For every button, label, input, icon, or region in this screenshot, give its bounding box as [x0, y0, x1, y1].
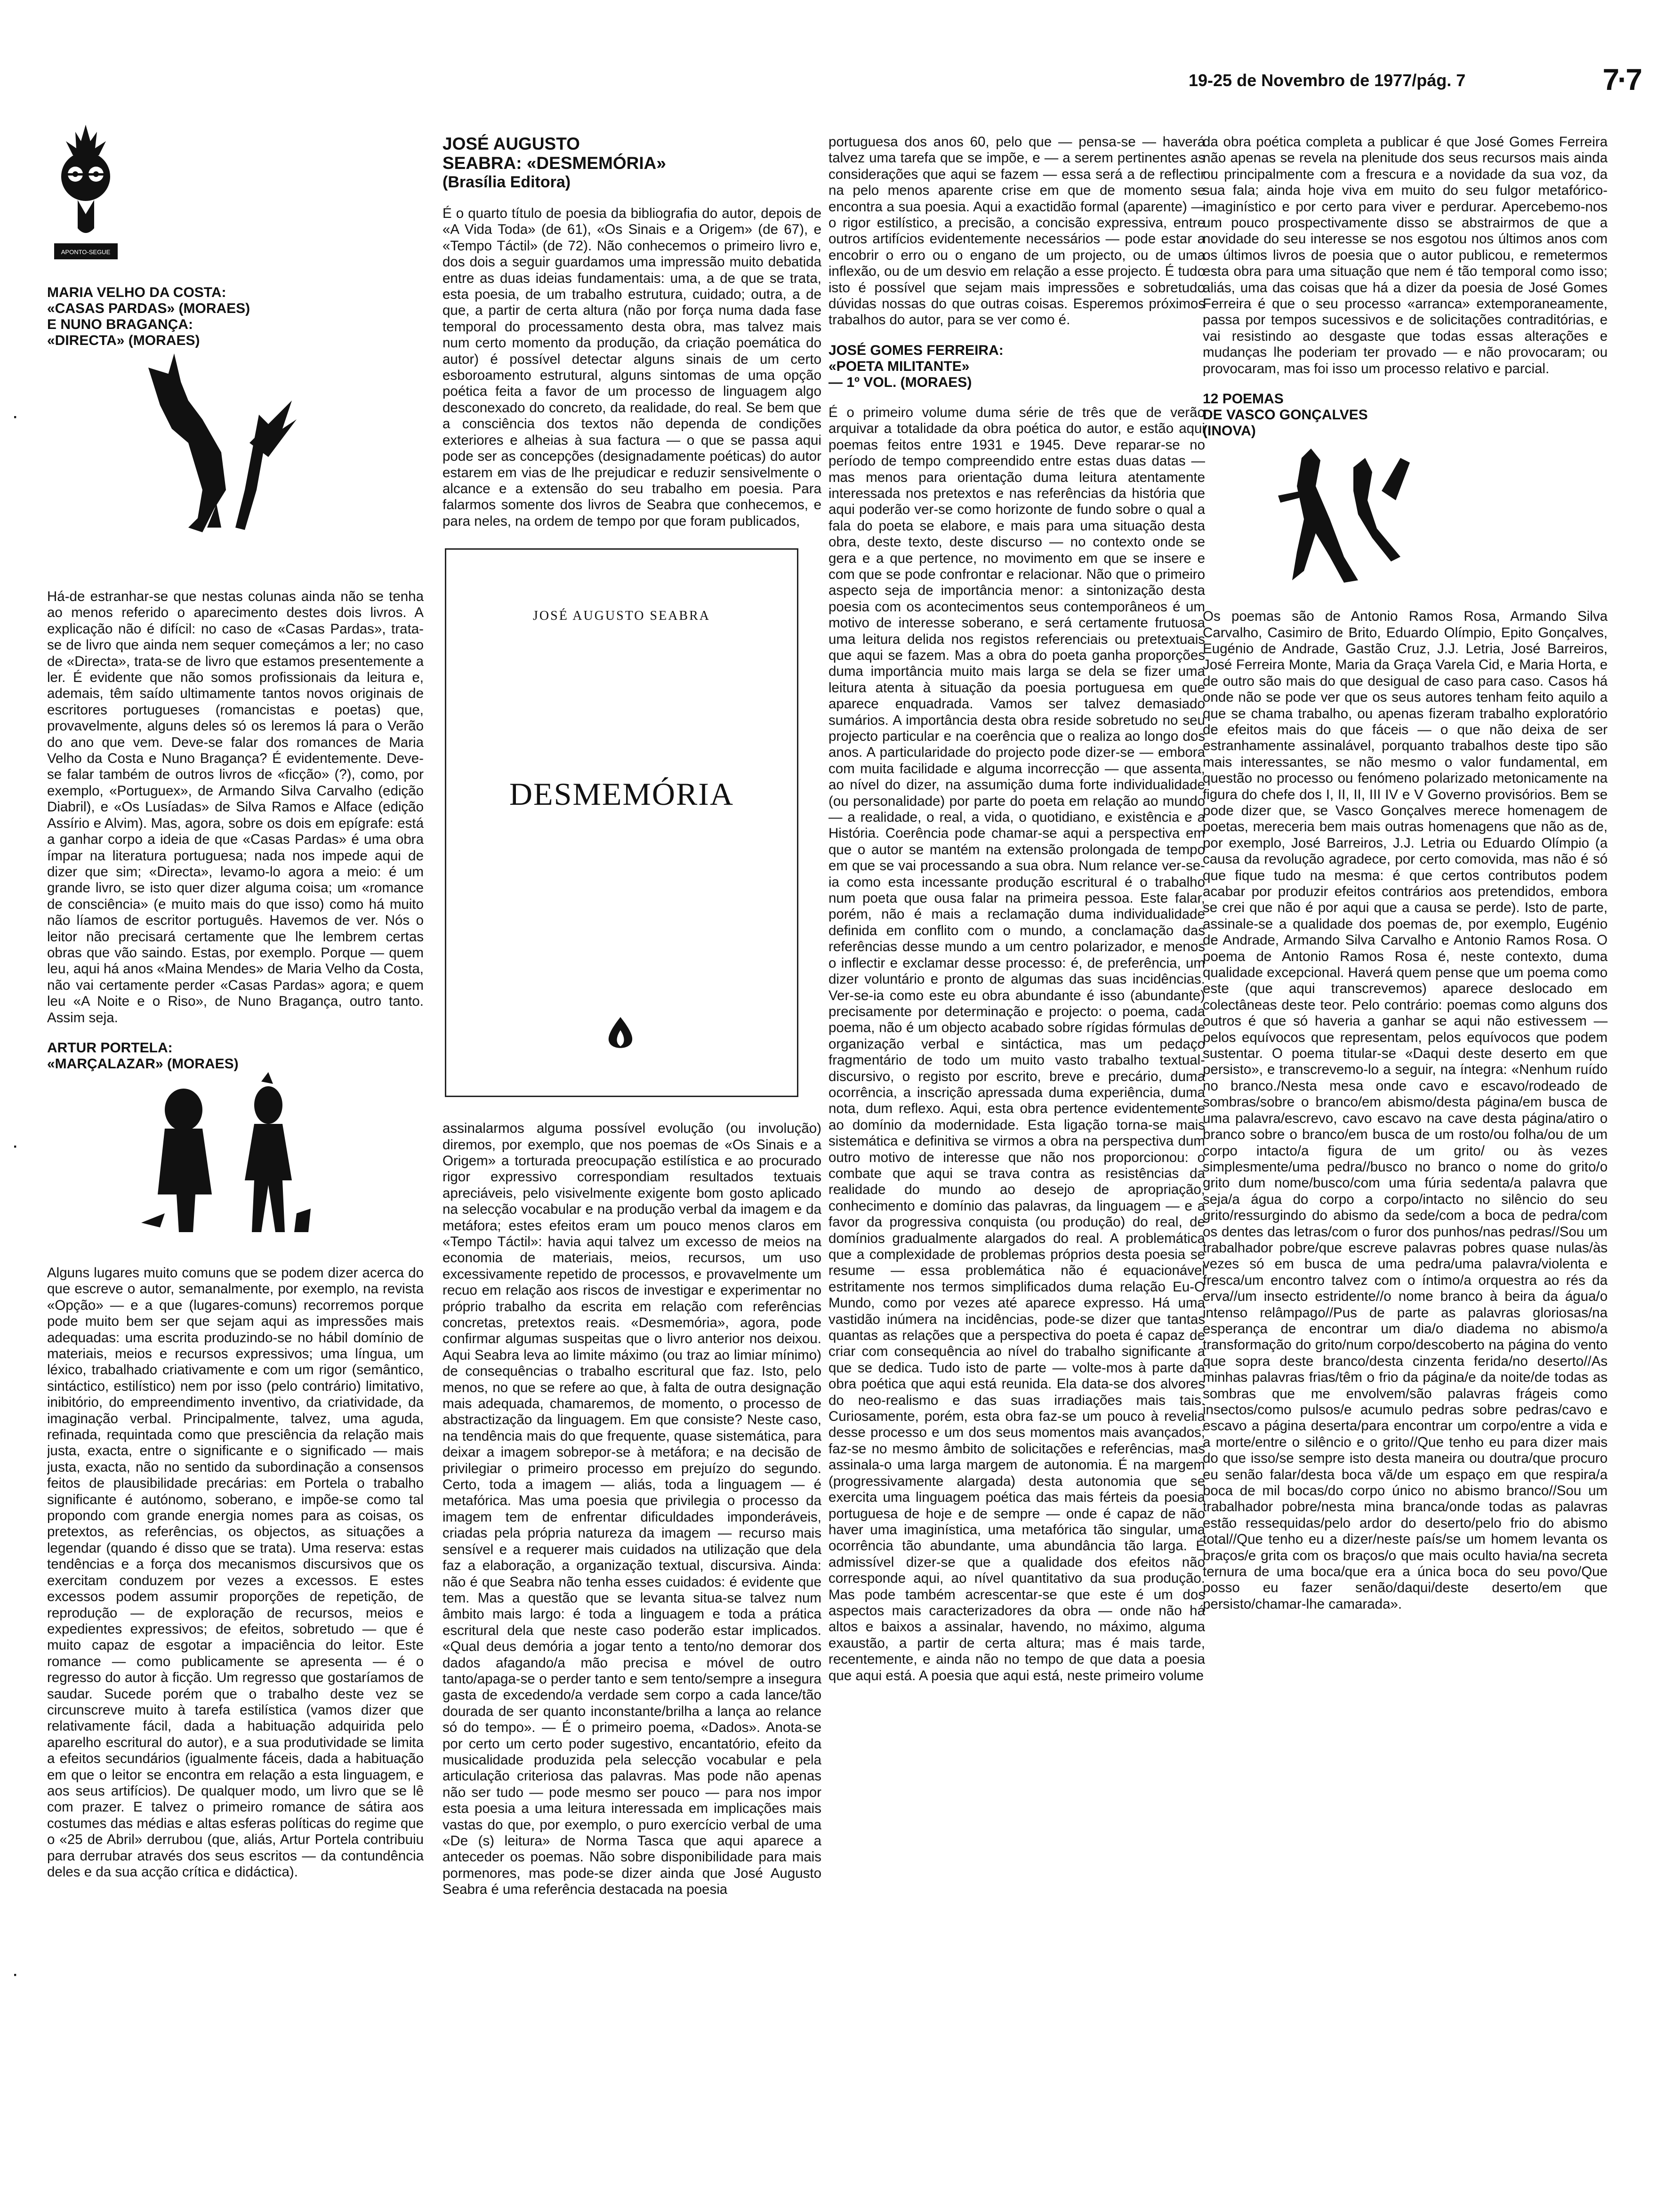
margin-mark: · — [13, 1139, 18, 1154]
book-cover-title: DESMEMÓRIA — [509, 776, 734, 812]
book-cover-desmemoria — [445, 548, 798, 1097]
heading-maria-velho-line2: «CASAS PARDAS» (MORAES) — [47, 301, 250, 316]
illustration-two-figures — [47, 1072, 424, 1251]
column-1 — [47, 120, 424, 2200]
publisher-flame-icon — [605, 1016, 635, 1051]
heading-seabra-publisher: (Brasília Editora) — [442, 173, 571, 191]
heading-gomes-ferreira-line2: «POETA MILITANTE» — [828, 358, 970, 374]
heading-vasco-goncalves-line1: 12 POEMAS — [1203, 391, 1284, 407]
illustration-dog-figure — [47, 349, 424, 575]
heading-seabra-line2: SEABRA: «DESMEMÓRIA» — [442, 153, 666, 173]
page-number-mark: 7·7 — [1602, 63, 1641, 96]
article-maria-velho-body: Há-de estranhar-se que nestas colunas ainda não se tenha ao menos referido o aparecimento destes dois livros. A explicação não é difícil: no caso de «Casas Pardas», trata-se de livro que ainda nem sequer começámos a ler; no caso de «Directa», trata-se de livro que estamos presentemente a ler. É evidente que não somos profissionais da leitura e, ademais, têm saído ultimamente tantos novos originais de escritores portugueses (romancistas e poetas) que, provavelmente, alguns deles só os leremos lá para o Verão do ano que vem. Deve-se falar dos romances de Maria Velho da Costa e Nuno Bragança? É evidentemente. Deve-se falar também de outros livros de «ficção» (?), como, por exemplo, «Portuguex», de Armando Silva Carvalho (edição Diabril), e «Os Lusíadas» de Silva Ramos e Alface (edição Assírio e Alvim). Mas, agora, sobre os dois em epígrafe: está a ganhar corpo a ideia de que «Casas Pardas» é uma obra ímpar na literatura portuguesa; nada nos impede aqui de dizer que sim; «Directa», levamo-lo agora a meio: é um grande livro, se isto quer dizer alguma coisa; um «romance de consciência» (e muito mais do que isso) como há muito não líamos de escritor português. Havemos de ver. Nós o leitor não precisará certamente que lhe lembrem certas obras que vão saindo. Estas, por exemplo. Porque — quem leu, aqui há anos «Maina Mendes» de Maria Velho da Costa, não vai certamente perder «Casas Pardas» agora; e quem leu «A Noite e o Riso», de Nuno Bragança, outro tanto. Assim seja. — [47, 589, 424, 1026]
article-gomes-ferreira-body-part2: da obra poética completa a publicar é que José Gomes Ferreira não apenas se revela na plenitude dos seus recursos mais ainda ou principalmente com a frescura e a novidade da sua voz, da sua fala; ainda hoje viva em muito do seu fulgor metafórico-imaginístico e por certo para viver e perdurar. Apercebemo-nos um pouco prospectivamente disso se abstrairmos de que a novidade do seu interesse se nos esgotou nos últimos anos com os últimos livros de poesia que o autor publicou, e remetermos esta obra para uma situação que nem é tão temporal como isso; aliás, uma das coisas que há a dizer da poesia de José Gomes Ferreira é que o seu processo «arranca» extemporaneamente, passa por tempos sucessivos e de solicitações contraditórias, e vai resistindo ao desgaste que todas essas alterações e mudanças lhe poderiam ter provado — e não provocaram; ou provocaram, mas foi isso um processo relativo e parcial. — [1203, 134, 1608, 377]
heading-maria-velho-line4: «DIRECTA» (MORAES) — [47, 333, 200, 348]
logo-caption: APONTO-SEGUE — [61, 248, 111, 256]
article-vasco-goncalves-body: Os poemas são de Antonio Ramos Rosa, Armando Silva Carvalho, Casimiro de Brito, Eduardo Olímpio, Epito Gonçalves, Eugénio de Andrade, Gastão Cruz, J.J. Letria, José Barreiros, José Ferreira Monte, Maria da Graça Varela Cid, e Maria Horta, e de outro são mais do que desigual de caso para caso. Casos há onde não se pode ver que os seus autores tenham feito aquilo a que se chama trabalho, ou apenas fizeram trabalho exploratório de efeitos mais do que fáceis — o que não deixa de ser estranhamente assinalável, porquanto trabalhos deste tipo são mais interessantes, se não mesmo o valor fundamental, em questão no processo ou fenómeno polarizado metonicamente na figura do chefe dos I, II, II, III IV e V Governo provisórios. Bem se pode dizer que, se Vasco Gonçalves merece homenagem de poetas, mereceria bem mais outras homenagens que não as de, por exemplo, José Barreiros, J.J. Letria ou Eduardo Olímpio (a causa da revolução agradece, por certo comovida, mas não é só que fique tudo na mesma: é que certos contributos podem acabar por produzir efeitos contrários aos pretendidos, embora se crei que não é por aqui que a causa se perde). Isto de parte, assinale-se a qualidade dos poemas de, por exemplo, Eugénio de Andrade, Armando Silva Carvalho e Antonio Ramos Rosa. O poema de Antonio Ramos Rosa é, neste contexto, duma qualidade excepcional. Haverá quem pense que um poema como este (que aqui transcrevemos) aparece deslocado em colectâneas deste teor. Pelo contrário: poemas como alguns dos outros é que só haveria a ganhar se aqui não estivessem — pelos equívocos que representam, pelos equívocos que podem sustentar. O poema titular-se «Daqui deste deserto em que persisto», e transcrevemo-lo a seguir, na íntegra: «Nenhum ruído no branco./Nesta mesa onde cavo e escavo/rodeado de sombras/sobre o branco/em abismo/desta página/em busca de uma palavra/escrevo, cavo escavo na cave desta página/atiro o branco sobre o branco/em busca de um rosto/ou folha/ou de um corpo intacto/a figura de um grito/ ou às vezes simplesmente/uma pedra//busco no branco o nome do grito/o grito dum nome/busco/com uma fúria sedenta/a palavra que seja/a água do corpo a corpo/intacto no silêncio do seu grito/ressurgindo do abismo da sede/com a boca de pedra/com os dentes das letras/com o furor dos punhos/nas pedras//Sou um trabalhador pobre/que escreve palavras pobres quase nulas/às vezes só em busca de uma pedra/uma palavra/violenta e fresca/um encontro talvez com o íntimo/a orquestra ao rés da erva//um insecto estridente//o nome branco à beira da água/o intenso relâmpago//Pus de parte as palavras gloriosas/na esperança de encontrar um dia/o diadema no abismo/a transformação do grito/num corpo/descoberto na página do vento que sopra deste branco/desta cinzenta ferida/no deserto//As minhas palavras frias/têm o frio da página/e da noite/de todas as sombras que me envolvem/são palavras frágeis como insectos/como pulsos/e acumulo pedras sobre pedras/cavo e escavo a página deserta/para encontrar um corpo/entre a vida e a morte/entre o silêncio e o grito//Que tenho eu para dizer mais do que isso/se sempre isto desta maneira ou doutra/que procuro eu senão falar/desta boca vã/de um espaço em que respira/a boca de mil bocas/do corpo único no abismo branco//Sou um trabalhador pobre/nesta mina branca/onde todas as palavras estão ressequidas/pelo ardor do deserto/pelo frio do abismo total//Que tenho eu a dizer/neste país/se um homem levanta os braços/e grita com os braços/o que mais oculto havia/na secreta ternura de uma boca/que era a única boca do seu povo/Que posso eu fazer senão/daqui/deste deserto/em que persisto/chamar-lhe camarada». — [1203, 609, 1608, 1612]
heading-seabra-line1: JOSÉ AUGUSTO — [442, 134, 580, 153]
margin-mark: · — [13, 1967, 18, 1983]
column-4 — [1203, 134, 1608, 2200]
heading-gomes-ferreira-line3: — 1º VOL. (MORAES) — [828, 374, 972, 390]
article-seabra-body-part1: É o quarto título de poesia da bibliografia do autor, depois de «A Vida Toda» (de 61), «Os Sinais e a Origem» (de 67), e «Tempo Táctil» (de 72). Não conhecemos o primeiro livro e, dos dois a seguir guardamos uma impressão muito debatida entre as duas ideias fundamentais: uma, a de que se trata, esta poesia, de um trabalho estrutura, cuidado; outra, a de que, a partir de certa altura (não por força numa dada fase temporal do processamento desta obra, mas talvez mais num certo momento da produção, da criação poemática do autor) é possível detectar alguns sinais de um certo esboroamento estrutural, alguns sintomas de uma opção poética feita a favor de um processo de linguagem algo desconexado do concreto, da realidade, do real. Se bem que a consciência dos textos não dependa de condições exteriores e alheias à sua factura — o que se passa aqui pode ser as concepções (designadamente poéticas) do autor estarem em vias de lhe prejudicar e reduzir sensivelmente o alcance e a extensão do seu trabalho em poesia. Para falarmos somente dos livros de Seabra que conhecemos, e para neles, na ordem de tempo por que foram publicados, — [442, 206, 821, 529]
heading-artur-portela-line2: «MARÇALAZAR» (MORAES) — [47, 1056, 239, 1072]
column-2 — [442, 134, 821, 2200]
margin-mark: · — [13, 409, 18, 425]
column-3 — [828, 134, 1205, 2200]
heading-vasco-goncalves-line2: DE VASCO GONÇALVES — [1203, 407, 1368, 423]
article-gomes-ferreira-body: É o primeiro volume duma série de três que de verão arquivar a totalidade da obra poética do autor, e estão aqui poemas feitos entre 1931 e 1945. Deve reparar-se no período de tempo compreendido entre estas duas datas — mas menos para orientação duma leitura atentamente interessada nos pretextos e nas referências da história que aqui poderão ver-se como horizonte de fundo sobre o qual a fala do poeta se elabore, e mais para uma situação desta obra, deste texto, deste discurso — no contexto onde se gera e a que pertence, no movimento em que se insere e com que se pode confrontar e relacionar. Não que o primeiro aspecto seja de importância menor: a sintonização desta poesia com os acontecimentos seus contemporâneos é um motivo de interesse soberano, e será certamente frutuosa uma leitura delida nos registos referenciais ou pretextuais que aqui se fazem. Mas a obra do poeta ganha proporções duma importância muito mais larga se dela se fizer uma leitura atenta à situação da poesia portuguesa em que aparece enquadrada. Vamos ser talvez demasiado sumários. A importância desta obra reside sobretudo no seu projecto particular e na coerência que o realiza ao longo dos anos. A particularidade do projecto pode dizer-se — embora com muita facilidade e alguma incorrecção — que assenta, ao nível do dizer, na assumição duma forte individualidade (ou personalidade) por parte do poeta em relação ao mundo — a realidade, o real, a vida, o quotidiano, e existência e a História. Coerência pode chamar-se aqui a perspectiva em que o autor se mantém na extensão prolongada de tempo em que se vai processando a sua obra. Num relance ver-se-ia como esta incessante produção escritural é o trabalho num poeta que ousa falar na primeira pessoa. Este falar, porém, não é mais a reclamação duma individualidade definida em conflito com o mundo, a conclamação das referências desse mundo a um centro polarizador, e menos o inflectir e exclamar desse processo: é, de preferência, um dizer voluntário e pronto de algumas das suas incidências. Ver-se-ia como este eu obra abundante é isso (abundante) precisamente por determinação e projecto: o poema, cada poema, não é um objecto acabado sobre rígidas fórmulas de organização verbal e sintáctica, mas um pedaço fragmentário de todo um muito vasto trabalho textual-discursivo, o registo por escrito, breve e precário, duma ocorrência, a inscrição apressada duma experiência, duma nota, dum reflexo. Aqui, esta obra pertence evidentemente ao domínio da modernidade. Esta ligação torna-se mais sistemática e definitiva se virmos a obra na perspectiva dum outro motivo de interesse que não nos proporcionou: o combate que aqui se trava contra as resistências da realidade do mundo ao desejo de apropriação, conhecimento e domínio das palavras, da linguagem — e a favor da progressiva conquista (ou produção) do real, de domínios gradualmente alargados do real. A problemática que a complexidade de problemas próprios desta poesia se resume — essa problemática não é equacionável estritamente nos termos simplificados duma relação Eu-O Mundo, como por vezes até aparece expresso. Há uma vastidão inúmera na incidências, pode-se dizer que tantas quantas as relações que a perspectiva do poeta é capaz de criar com consequência ao nível do trabalho significante a que se dedica. Tudo isto de parte — volte-mos à parte da obra poética que aqui está reunida. Ela data-se dos alvores do neo-realismo e das suas irradiações mais tais. Curiosamente, porém, esta obra faz-se um pouco à revelia desse processo e um dos seus momentos mais avançados; faz-se no mesmo âmbito de solicitações e referências, mas assinala-o uma larga margem de autonomia. É na margem (progressivamente alargada) desta autonomia que se exercita uma linguagem poética das mais férteis da poesia portuguesa de hoje e de sempre — onde é capaz de não haver uma imaginística, uma metafórica tão singular, uma ocorrência tão abundante, uma abundância tão larga. É admissível dizer-se que a qualidade dos efeitos não corresponde aqui, ao nível quantitativo da sua produção. Mas pode também acrescentar-se que este é um dos aspectos mais caracterizadores da obra — onde não há altos e baixos a assinalar, havendo, no máximo, alguma exaustão, a partir de certa altura; mas é mais tarde, recentemente, e ainda não no tempo de que data a poesia que aqui está. A poesia que aqui está, neste primeiro volume — [828, 404, 1205, 1683]
article-seabra-body-part3: portuguesa dos anos 60, pelo que — pensa-se — haverá talvez uma tarefa que se impõe, e — a serem pertinentes as considerações que aqui se fazem — essa será a de reflectir na pelo menos aparente crise em que de momento se encontra a sua poesia. Aqui a exactidão formal (aparente) — o rigor estilístico, a precisão, a concisão expressiva, entre outros artifícios evidentemente necessários — pode estar a encobrir o erro ou o engano de um projecto, ou de uma inflexão, ou de um desvio em relação a esse projecto. É tudo isto é possível que sejam mais impressões e sobretudo dúvidas nossas do que outras coisas. Esperemos próximos trabalhos do autor, para se ver como é. — [828, 134, 1205, 328]
heading-gomes-ferreira-line1: JOSÉ GOMES FERREIRA: — [828, 342, 1004, 358]
heading-artur-portela-line1: ARTUR PORTELA: — [47, 1040, 173, 1056]
date-and-page: 19-25 de Novembro de 1977/pág. 7 — [1189, 71, 1466, 90]
heading-maria-velho-line1: MARIA VELHO DA COSTA: — [47, 285, 226, 300]
aponto-segue-logo — [52, 120, 120, 266]
illustration-dancing-figures — [1203, 439, 1608, 594]
heading-vasco-goncalves-line3: (INOVA) — [1203, 423, 1256, 439]
page-header — [1189, 63, 1641, 99]
book-cover-author: JOSÉ AUGUSTO SEABRA — [533, 609, 710, 624]
article-artur-portela-body: Alguns lugares muito comuns que se podem dizer acerca do que escreve o autor, semanalmente, por exemplo, na revista «Opção» — e a que (lugares-comuns) recorremos porque pode muito bem ser que sejam aqui as impressões mais adequadas: uma escrita produzindo-se no hábil domínio de materiais, meios e recursos expressivos; uma língua, um léxico, trabalhado criativamente e com um rigor (semântico, sintáctico, estilístico) nem por isso (pelo contrário) limitativo, inibitório, do empreendimento inventivo, da criatividade, da imaginação verbal. Principalmente, talvez, uma aguda, refinada, requintada como que presciência da relação mais justa, exacta, entre o significante e o significado — mais justa, exacta, não no sentido da subordinação a consensos feitos de plausibilidade precárias: em Portela o trabalho significante é autónomo, soberano, e impõe-se como tal propondo com grande energia nomes para as coisas, os pretextos, as referências, os objectos, as situações a legendar (quando é disso que se trata). Uma reserva: estas tendências e a força dos mecanismos discursivos que os exercitam conduzem por vezes a excessos. E estes excessos podem assumir proporções de repetição, de reprodução — de exploração de recursos, meios e expedientes expressivos; de efeitos, sobretudo — que é muito capaz de esgotar a impaciência do leitor. Este romance — como publicamente se apresenta — é o regresso do autor à ficção. Um regresso que gostaríamos de saudar. Sucede porém que o trabalho deste vez se circunscreve muito à tarefa estilística (vamos dizer que relativamente fácil, dada a habituação adquirida pelo aparelho escritural do autor), e a sua produtividade se limita a efeitos secundários (igualmente fáceis, dada a habituação em que o leitor se encontra em relação a esta linguagem, e aos seus artifícios). De qualquer modo, um livro que se lê com prazer. E talvez o primeiro romance de sátira aos costumes das médias e altas esferas políticas do regime que o «25 de Abril» derrubou (que, aliás, Artur Portela contribuiu para derrubar através dos seus escritos — da contundência deles e da sua acção crítica e didáctica). — [47, 1265, 424, 1880]
article-seabra-body-part2: assinalarmos alguma possível evolução (ou involução) diremos, por exemplo, que nos poemas de «Os Sinais e a Origem» a torturada preocupação estilística e ao procurado rigor expressivo correspondiam resultados textuais apreciáveis, pelo visivelmente exigente bom gosto aplicado na selecção vocabular e na produção verbal da imagem e da metáfora; estes efeitos eram um pouco menos claros em «Tempo Táctil»: havia aqui talvez um excesso de meios na economia de materiais, meios, recursos, um uso excessivamente repetido de processos, e provavelmente um recuo em relação aos riscos de investigar e experimentar no próprio trabalho da escrita em relação com referências concretas, pretextos reais. «Desmemória», agora, pode confirmar algumas suspeitas que o livro anterior nos deixou. Aqui Seabra leva ao limite máximo (ou traz ao limiar mínimo) de consequências o trabalho escritural que faz. Isto, pelo menos, no que se refere ao que, à falta de outra designação mais adequada, chamaremos, de momento, o processo de abstractização da linguagem. Em que consiste? Neste caso, na tendência mais do que frequente, quase sistemática, para deixar a imagem sobrepor-se à metáfora; e na decisão de privilegiar o primeiro processo em prejuízo do segundo. Certo, toda a imagem — aliás, toda a linguagem — é metafórica. Mas uma poesia que privilegia o processo da imagem tem de enfrentar dificuldades imponderáveis, criadas pela própria natureza da imagem — recurso mais sensível e a requerer mais cuidados na utilização que dela faz a elaboração, a organização textual, discursiva. Ainda: não é que Seabra não tenha esses cuidados: é evidente que tem. Mas a questão que se levanta situa-se talvez num âmbito mais largo: é toda a linguagem e toda a prática escritural dela que neste caso poderão estar implicados. «Qual deus demória a jogar tento a tento/no demorar dos dados afagando/a mão precisa e móvel de outro tanto/apaga-se o perder tanto e sem tento/sempre a insegura gasta de excedendo/a verdade sem corpo a cada lance/tão dourada de ser quanto inconstante/brilha a lança ao relance só do tempo». — É o primeiro poema, «Dados». Anota-se por certo um certo poder sugestivo, encantatório, efeito da musicalidade produzida pela selecção vocabular e pela articulação criteriosa das palavras. Mas pode não apenas não ser tudo — pode mesmo ser pouco — para nos impor esta poesia a uma leitura interessada em implicações mais vastas do que, por exemplo, o puro exercício verbal de uma «De (s) leitura» de Norma Tasca que aqui aparece a anteceder os poemas. Não sobre disponibilidade para mais pormenores, mas pode-se dizer ainda que José Augusto Seabra é uma referência destacada na poesia — [442, 1121, 821, 1898]
heading-maria-velho-line3: E NUNO BRAGANÇA: — [47, 317, 193, 332]
